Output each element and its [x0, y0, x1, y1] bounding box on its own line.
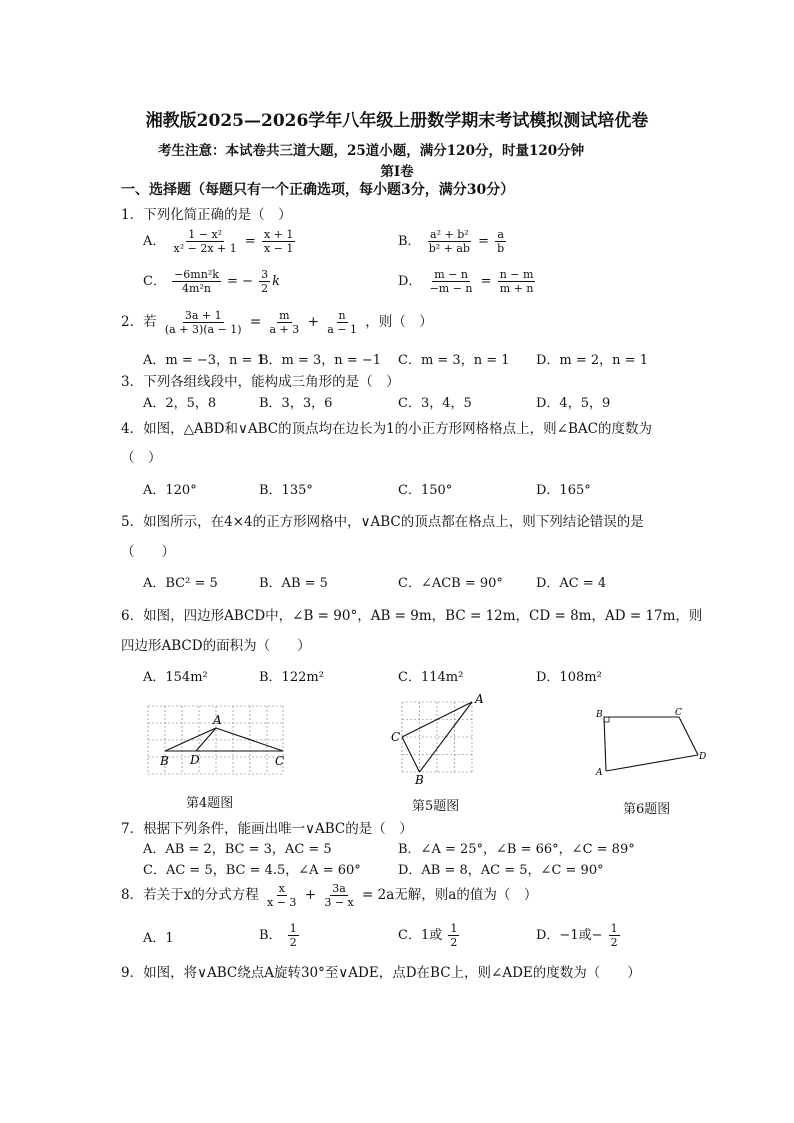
- q3-option-d: D．4，5，9: [536, 396, 611, 411]
- fig6-caption: 第6题图: [623, 802, 671, 817]
- q7-option-b: B．∠A = 25°，∠B = 66°，∠C = 89°: [398, 842, 635, 857]
- q1-option-b: B． $\frac{\text{a² + b²}}{\text{b² + ab}}$ = $\frac{a}{b}$: [398, 228, 505, 255]
- q3-stem: 3．下列各组线段中，能构成三角形的是（ ）: [121, 374, 400, 390]
- q8-option-c: C．1或 $\frac{1}{2}$: [398, 922, 458, 949]
- q5-option-d: D．AC = 4: [536, 576, 607, 591]
- fig5-caption: 第5题图: [412, 799, 460, 814]
- q4-option-a: A．120°: [143, 483, 197, 498]
- fig4-label-b: B: [160, 754, 169, 768]
- q2-option-b: B．m = 3，n = −1: [259, 353, 382, 368]
- fig6-label-a: A: [596, 768, 603, 778]
- q5-stem-cont: （ ）: [121, 544, 175, 560]
- q1-stem: 1．下列化简正确的是（ ）: [121, 207, 292, 223]
- q8-option-a: A．1: [143, 931, 174, 946]
- q5-option-c: C．∠ACB = 90°: [398, 576, 503, 591]
- fig5-label-a: A: [475, 693, 484, 706]
- fig6-label-c: C: [675, 708, 682, 718]
- q4-option-b: B．135°: [259, 483, 313, 498]
- volume-heading: 第Ⅰ卷: [380, 164, 414, 180]
- q6-stem-cont: 四边形ABCD的面积为（ ）: [121, 638, 311, 654]
- q3-option-c: C．3，4，5: [398, 396, 472, 411]
- fig6-label-b: B: [596, 710, 603, 720]
- section-heading: 一、选择题（每题只有一个正确选项，每小题3分，满分30分）: [121, 182, 515, 198]
- q4-option-c: C．150°: [398, 483, 453, 498]
- q5-option-a: A．BC² = 5: [143, 576, 218, 591]
- q2-option-d: D．m = 2，n = 1: [536, 353, 648, 368]
- exam-title: 湘教版2025—2026学年八年级上册数学期末考试模拟测试培优卷: [145, 111, 649, 131]
- fig4-label-c: C: [275, 754, 285, 768]
- q6-option-d: D．108m²: [536, 670, 602, 685]
- q7-stem: 7．根据下列条件，能画出唯一∨ABC的是（ ）: [121, 821, 413, 837]
- fig5-label-c: C: [391, 730, 401, 744]
- q6-option-c: C．114m²: [398, 670, 464, 685]
- q6-option-a: A．154m²: [143, 670, 208, 685]
- q1-option-c: C． $\frac{\text{−6mn²k}}{\text{4m²n}}$ = − $\frac{3}{2}$ k: [143, 268, 280, 295]
- q7-option-c: C．AC = 5，BC = 4.5，∠A = 60°: [143, 863, 361, 878]
- fig6-label-d: D: [699, 752, 707, 762]
- q6-option-b: B．122m²: [259, 670, 324, 685]
- fig5-label-b: B: [415, 773, 424, 787]
- q8-stem: 8．若关于x的分式方程 $\frac{x}{x - 3}$ + $\frac{3a}{3 - x}$ = 2a无解，则a的值为（ ）: [121, 882, 538, 909]
- q4-option-d: D．165°: [536, 483, 591, 498]
- exam-notice: 考生注意：本试卷共三道大题，25道小题，满分120分，时量120分钟: [158, 143, 585, 159]
- q5-stem: 5．如图所示，在4×4的正方形网格中，∨ABC的顶点都在格点上，则下列结论错误的是: [121, 514, 644, 530]
- fig4-label-a: A: [213, 713, 222, 727]
- figure-5: [388, 693, 488, 788]
- q8-option-d: D．−1或− $\frac{1}{2}$: [536, 922, 618, 949]
- q4-stem: 4．如图，△ABD和∨ABC的顶点均在边长为1的小正方形网格格点上，则∠BAC的度数为: [121, 421, 652, 437]
- figure-6: [592, 705, 712, 785]
- q2-stem: 2．若 $\frac{3a + 1}{(a + 3)(a - 1)}$ = $\frac{m}{a + 3}$ + $\frac{n}{a - 1}$ ，则（ ）: [121, 309, 433, 336]
- q1-option-a: A． $\frac{\text{1 − x²}}{\text{x² − 2x + 1}}$ = $\frac{x + 1}{x - 1}$: [143, 228, 294, 255]
- q7-option-d: D．AB = 8，AC = 5，∠C = 90°: [398, 863, 604, 878]
- q4-stem-cont: （ ）: [121, 450, 162, 466]
- q3-option-b: B．3，3，6: [259, 396, 333, 411]
- q9-stem: 9．如图，将∨ABC绕点A旋转30°至∨ADE，点D在BC上，则∠ADE的度数为（ ）: [121, 965, 641, 981]
- fig4-caption: 第4题图: [186, 796, 234, 811]
- q5-option-b: B．AB = 5: [259, 576, 328, 591]
- q1-option-d: D． $\frac{m - n}{-m - n}$ = $\frac{n - m}{m + n}$: [398, 268, 534, 295]
- fig4-label-d: D: [190, 753, 200, 767]
- q8-option-b: B． $\frac{1}{2}$: [259, 922, 297, 949]
- q2-option-c: C．m = 3，n = 1: [398, 353, 510, 368]
- q3-option-a: A．2，5，8: [143, 396, 217, 411]
- figure-4: [140, 700, 290, 780]
- q2-option-a: A．m = −3，n = 1: [143, 353, 265, 368]
- q7-option-a: A．AB = 2，BC = 3，AC = 5: [143, 842, 332, 857]
- q6-stem: 6．如图，四边形ABCD中，∠B = 90°，AB = 9m，BC = 12m，CD = 8m，AD = 17m，则: [121, 608, 703, 624]
